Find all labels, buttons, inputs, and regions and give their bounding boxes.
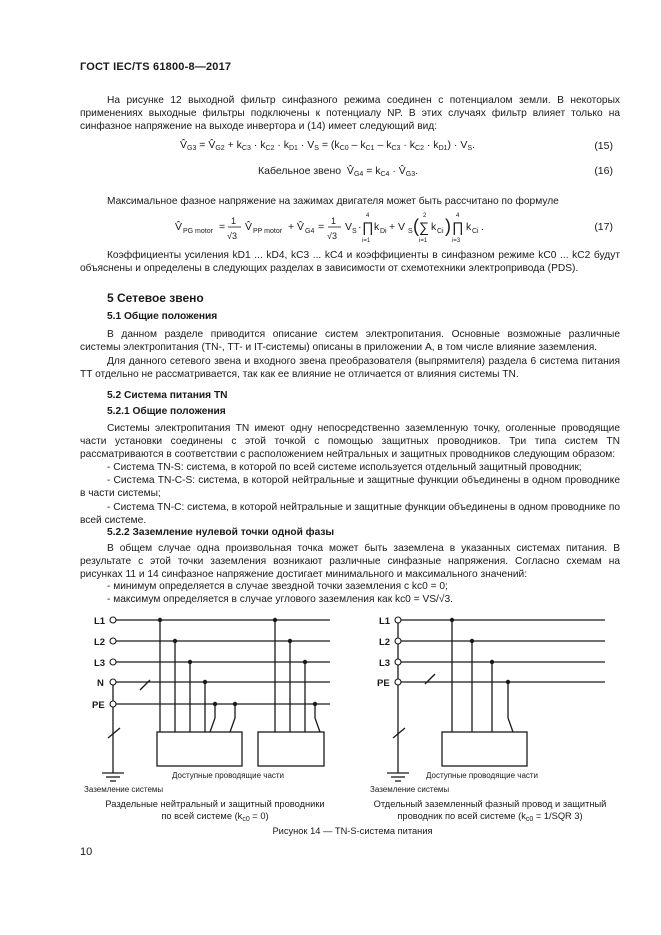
list-item-tn-s: - Система TN-S: система, в которой по всей системе используется отдельный защитный проводник;	[107, 462, 582, 473]
section-5-2-1-heading: 5.2.1 Общие положения	[107, 406, 226, 417]
label-right-PE: PE	[377, 678, 390, 689]
section-5-2-2-heading: 5.2.2 Заземление нулевой точки одной фазы	[107, 527, 335, 538]
list-item-minimum: - минимум определяется в случае звездной точки заземления с kc0 = 0;	[107, 581, 448, 592]
equation-17-number: (17)	[594, 221, 613, 233]
section-5-1-heading: 5.1 Общие положения	[107, 311, 218, 322]
equation-16: Кабельное звено $V̂_{G4} = k_{C4}$ · $V̂_{G3}$.	[258, 165, 419, 178]
svg-text:Ci: Ci	[437, 228, 444, 235]
svg-text:∑: ∑	[419, 219, 429, 235]
svg-text:·: ·	[358, 221, 362, 233]
svg-text:i=3: i=3	[452, 238, 461, 244]
label-PE: PE	[92, 700, 105, 711]
svg-text:4: 4	[366, 213, 370, 219]
equation-15-number: (15)	[594, 140, 613, 152]
page-number: 10	[80, 846, 93, 858]
svg-text:V̂: V̂	[175, 221, 183, 233]
svg-text:i=1: i=1	[419, 238, 428, 244]
svg-text:√3: √3	[227, 231, 237, 241]
label-left-system-ground: Заземление системы	[84, 785, 164, 794]
figure-caption-left: Раздельные нейтральный и защитный проводники по всей системе $(k_{c0} = 0)$	[105, 799, 325, 823]
label-right-L3: L3	[379, 658, 391, 669]
svg-text:+ V: + V	[389, 221, 406, 233]
svg-text:G4: G4	[305, 228, 315, 235]
label-right-L1: L1	[379, 616, 391, 627]
svg-text:Ci: Ci	[472, 228, 479, 235]
svg-text:i=1: i=1	[362, 238, 371, 244]
list-item-tn-c-s: - Система TN-C-S: система, в которой нейтральные и защитные функции объединены в одном проводнике в части системы;	[80, 475, 620, 499]
figure-caption-right: Отдельный заземленный фазный провод и защитный проводник по всей системе ($k_{c0} = 1/SQR$ 3)	[373, 799, 607, 823]
label-L2: L2	[94, 637, 106, 648]
label-left-accessible-parts: Доступные проводящие части	[172, 771, 285, 780]
svg-text:=: =	[219, 221, 226, 233]
label-L3: L3	[94, 658, 106, 669]
svg-text:Di: Di	[380, 228, 387, 235]
svg-text:+ V̂: + V̂	[288, 221, 305, 233]
svg-text:√3: √3	[327, 231, 337, 241]
document-header: ГОСТ IEC/TS 61800-8—2017	[80, 61, 232, 73]
figure-title: Рисунок 14 — TN-S-система питания	[272, 826, 433, 836]
svg-text:): )	[445, 216, 451, 236]
svg-text:.: .	[481, 221, 484, 233]
equation-15: $V̂_{G3}$ = $V̂_{G2} + k_{C3} \cdot k_{C2} \cdot k_{D1} \cdot V_S = (k_{C0} - k_{C1} - k_{C3} \cdot k_{C2} \cdot k_{D1}) \cdot V_S$.	[180, 139, 475, 152]
label-right-L2: L2	[379, 637, 391, 648]
svg-text:S: S	[352, 228, 357, 235]
paragraph-coefficients: Коэффициенты усиления kD1 ... kD4, kC3 ... kC4 и коэффициенты в синфазном режиме kC0 ... kC2 будут объяснены и определены в следующих разделах в зависимости от схемотехники электропривода (PDS).	[80, 250, 620, 274]
svg-text:S: S	[408, 228, 413, 235]
label-L1: L1	[94, 616, 106, 627]
svg-text:1: 1	[231, 216, 237, 226]
svg-text:(: (	[413, 216, 419, 236]
list-item-tn-c: - Система TN-C: система, в которой нейтральные и защитные функции объединены в одном проводнике по всей системе.	[80, 502, 620, 526]
svg-text:PG motor: PG motor	[183, 228, 213, 235]
paragraph-5-1-b: Для данного сетевого звена и входного звена преобразователя (выпрямителя) раздела 6 система питания TT отдельно не рассматривается, так как ее влияние не отличается от влияния системы TN.	[80, 356, 620, 380]
svg-text:V̂: V̂	[245, 221, 253, 233]
label-right-accessible-parts: Доступные проводящие части	[426, 771, 539, 780]
svg-text:4: 4	[456, 213, 460, 219]
svg-text:∏: ∏	[362, 219, 374, 235]
svg-text:∏: ∏	[452, 219, 464, 235]
label-N: N	[97, 678, 104, 689]
figure-14-diagram	[80, 608, 625, 798]
section-5-heading: 5 Сетевое звено	[107, 291, 204, 305]
paragraph-max-voltage: Максимальное фазное напряжение на зажимах двигателя может быть рассчитано по формуле	[107, 196, 559, 207]
svg-text:k: k	[431, 221, 437, 233]
paragraph-5-2-1: Системы электропитания TN имеют одну непосредственно заземленную точку, оголенные проводящие части установки соединены с этой точкой с помощью защитных проводников. Три типа систем TN рассматриваются в соответствии с расположением нейтральных и защитных проводников следующим образом:	[80, 423, 620, 460]
svg-text:1: 1	[331, 216, 337, 226]
label-right-system-ground: Заземление системы	[370, 785, 450, 794]
section-5-2-heading: 5.2 Система питания TN	[107, 390, 228, 401]
svg-text:V: V	[345, 221, 353, 233]
equation-17	[175, 208, 535, 248]
list-item-maximum: - максимум определяется в случае углового заземления как kc0 = VS/√3.	[107, 594, 453, 605]
svg-text:2: 2	[423, 213, 427, 219]
paragraph-5-2-2: В общем случае одна произвольная точка может быть заземлена в указанных системах питания. В результате с этой точки заземления возникают различные синфазные напряжения. Согласно схемам на рисунках 11 и 14 синфазное напряжение достигает минимального и максимального значений:	[80, 543, 620, 580]
svg-text:PP motor: PP motor	[253, 228, 283, 235]
paragraph-5-1-a: В данном разделе приводится описание систем электропитания. Основные возможные различные системы электропитания (TN-, TT- и IT-системы) описаны в приложении A, в том числе влияние заземления.	[80, 329, 620, 353]
svg-text:=: =	[318, 221, 325, 233]
svg-text:k: k	[374, 221, 380, 233]
equation-16-number: (16)	[594, 165, 613, 177]
paragraph-filter-intro: На рисунке 12 выходной фильтр синфазного режима соединен с потенциалом земли. В некоторых применениях выходные фильтры подключены к потенциалу NP. В этих случаях фильтр влияет только на синфазное напряжение на выходе инвертора и (14) имеет следующий вид:	[80, 95, 620, 132]
svg-text:k: k	[466, 221, 472, 233]
